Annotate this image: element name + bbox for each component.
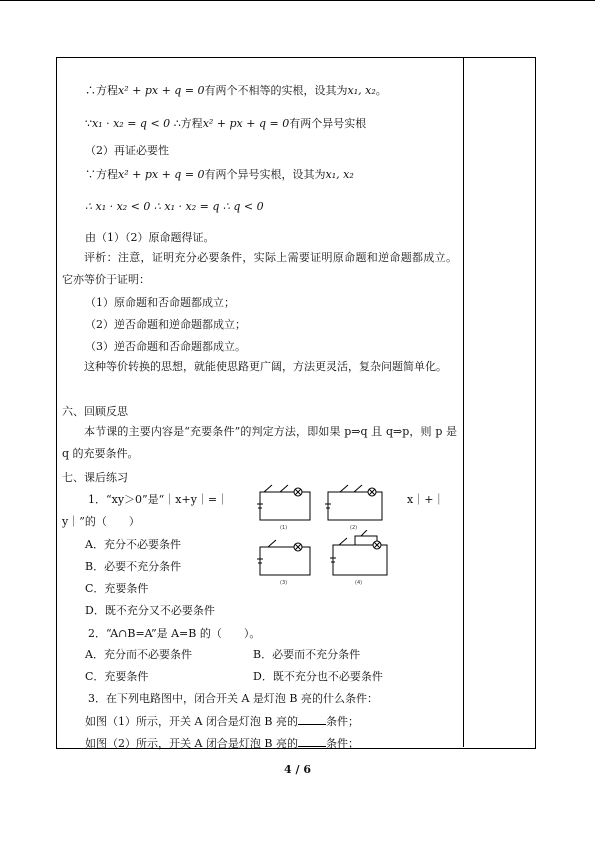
- q3-text: 3．在下列电路图中，闭合开关 A 是灯泡 B 亮的什么条件：: [88, 692, 379, 705]
- q3-line-1: [85, 714, 359, 729]
- equation: x² + px + q = 0: [118, 84, 205, 97]
- q1-option-c: C．充要条件: [85, 582, 149, 595]
- circuit-figure-4: [325, 530, 395, 585]
- q1-option-d: D．既不充分又不必要条件: [85, 604, 215, 617]
- equation: x² + px + q = 0: [118, 168, 205, 181]
- text: 。: [375, 84, 387, 97]
- figure-label-3: (3): [280, 580, 288, 585]
- figure-label-2: (2): [350, 525, 358, 530]
- text: ∵方程: [85, 168, 118, 181]
- q2-option-c: C．充要条件: [85, 670, 149, 683]
- q2-option-d: D．既不充分也不必要条件: [253, 670, 383, 683]
- proof-line-4: ∴ x₁ · x₂ < 0 ∴ x₁ · x₂ = q ∴ q < 0: [85, 200, 264, 213]
- q1-text-b: x｜+｜: [407, 493, 445, 506]
- equation: x₁ · x₂ = q < 0: [92, 117, 171, 130]
- page-number: 4 / 6: [284, 763, 311, 776]
- table-frame: [56, 57, 536, 749]
- equation: x² + px + q = 0: [202, 117, 290, 130]
- top-rule: [0, 0, 595, 1]
- roots: x₁, x₂: [325, 168, 354, 181]
- q1-option-a: A．充分不必要条件: [85, 538, 181, 551]
- summary-text: 这种等价转换的思想，就能使思路更广阔，方法更灵活，复杂问题简单化。: [84, 360, 447, 373]
- circuit-figure-3: [250, 535, 320, 585]
- q3-line-2: [85, 736, 359, 751]
- proof-item-3: （3）逆否命题和否命题都成立。: [85, 340, 246, 353]
- answer-blank: [298, 736, 326, 747]
- circuit-figure-1: [250, 480, 320, 530]
- section-6-heading: 六、回顾反思: [62, 405, 128, 418]
- q2-option-a: A．充分而不必要条件: [85, 648, 192, 661]
- section-6-text: [62, 421, 457, 465]
- text: 条件；: [326, 715, 360, 728]
- q1-text-a: 1．“xy＞0”是“｜x+y｜=｜: [88, 493, 229, 506]
- text: 有两个异号实根: [289, 117, 367, 130]
- text: 如图（1）所示，开关 A 闭合是灯泡 B 亮的: [85, 715, 299, 728]
- text: 有两个不相等的实根，设其为: [204, 84, 348, 97]
- proof-item-2: （2）逆否命题和逆命题都成立；: [85, 318, 246, 331]
- text: ∴方程: [173, 117, 203, 130]
- q2-option-b: B．必要而不充分条件: [253, 648, 361, 661]
- text: ∵: [85, 117, 92, 130]
- proof-line-2: [85, 117, 366, 131]
- section-6-body: 本节课的主要内容是“充要条件”的判定方法，即如果 p⇒q 且 q⇒p，则 p 是 q 的充要条件。: [62, 425, 457, 460]
- comment-text: 评析：注意，证明充分必要条件，实际上需要证明原命题和逆命题都成立。它亦等价于证明：: [62, 251, 457, 286]
- figure-label-1: (1): [280, 525, 288, 530]
- proof-summary: [62, 356, 457, 378]
- roots: x₁, x₂: [347, 84, 376, 97]
- answer-blank: [298, 714, 326, 725]
- text: 有两个异号实根，设其为: [204, 168, 326, 181]
- text: ∴方程: [85, 84, 118, 97]
- text: 如图（2）所示，开关 A 闭合是灯泡 B 亮的: [85, 737, 299, 750]
- proof-conclusion: 由（1）（2）原命题得证。: [85, 231, 215, 244]
- section-7-heading: 七、课后练习: [62, 471, 128, 484]
- figure-label-4: (4): [355, 580, 363, 585]
- table-column-divider: [463, 57, 464, 747]
- proof-item-1: （1）原命题和否命题都成立；: [85, 296, 235, 309]
- text: 条件；: [326, 737, 360, 750]
- proof-comment: [62, 247, 457, 291]
- q1-text-c: y｜”的（ ）: [62, 515, 140, 528]
- circuit-figure-2: [320, 480, 390, 530]
- q2-text: 2．“A∩B=A”是 A=B 的（ ）。: [88, 627, 261, 640]
- proof-step-2: （2）再证必要性: [85, 144, 169, 157]
- proof-line-1: [85, 84, 387, 98]
- q1-option-b: B．必要不充分条件: [85, 560, 182, 573]
- proof-line-3: [85, 168, 354, 182]
